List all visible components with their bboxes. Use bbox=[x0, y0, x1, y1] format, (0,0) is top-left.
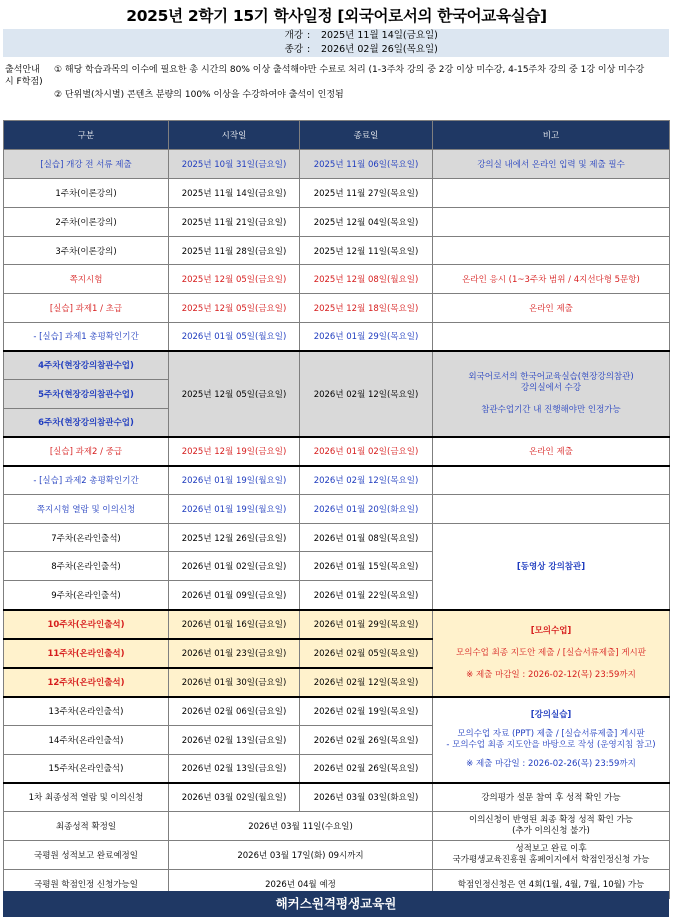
row-start: 2026년 01월 05일(월요일) bbox=[169, 323, 300, 351]
table-row bbox=[4, 783, 670, 812]
row-start: 2025년 12월 26일(금요일) bbox=[169, 524, 300, 552]
row-category: 쪽지시험 열람 및 이의신청 bbox=[4, 495, 169, 524]
row-end: 2026년 02월 19일(목요일) bbox=[300, 697, 433, 726]
table-row bbox=[4, 208, 670, 237]
row-end: 2026년 01월 29일(목요일) bbox=[300, 323, 433, 351]
open-date: 2025년 11월 14일(금요일) bbox=[321, 30, 438, 41]
row-note: 학점인정신청은 연 4회(1월, 4월, 7월, 10월) 가능 bbox=[433, 870, 670, 899]
row-start: 2026년 02월 13일(금요일) bbox=[169, 755, 300, 783]
notice-item-1: ① 해당 학습과목의 이수에 필요한 총 시간의 80% 이상 출석해야만 수료로 처리 (1-3주차 강의 중 2강 이상 미수강, 4-15주차 강의 중 1강 이상 미수강 bbox=[54, 65, 645, 75]
row-end: 2025년 11월 06일(목요일) bbox=[300, 150, 433, 179]
row-category: 최종성적 확정일 bbox=[4, 812, 169, 841]
row-end: 2026년 01월 02일(금요일) bbox=[300, 437, 433, 466]
lecture-practice-note-line-1: [강의실습] bbox=[530, 709, 572, 720]
row-end: 2026년 02월 12일(목요일) bbox=[300, 466, 433, 495]
row-end: 2026년 02월 26일(목요일) bbox=[300, 726, 433, 755]
table-row bbox=[4, 150, 670, 179]
row-category: 3주차(이론강의) bbox=[4, 237, 169, 265]
observation-end: 2026년 02월 12일(목요일) bbox=[300, 351, 433, 437]
row-category: 9주차(온라인출석) bbox=[4, 581, 169, 610]
row-category: - [실습] 과제1 총평확인기간 bbox=[4, 323, 169, 351]
row-end: 2026년 01월 29일(목요일) bbox=[300, 610, 433, 639]
header-end: 종료일 bbox=[300, 121, 433, 150]
table-row bbox=[4, 466, 670, 495]
row-end: 2026년 02월 26일(목요일) bbox=[300, 755, 433, 783]
table-row bbox=[4, 610, 670, 639]
table-row bbox=[4, 323, 670, 351]
table-row bbox=[4, 812, 670, 841]
table-row bbox=[4, 237, 670, 265]
observation-note-line-2: 강의실에서 수강 bbox=[520, 382, 582, 393]
notice-item-2: ② 단위별(차시별) 콘텐츠 분량의 100% 이상을 수강하여야 출석이 인정됨 bbox=[54, 90, 344, 100]
row-start: 2026년 01월 30일(금요일) bbox=[169, 668, 300, 697]
row-start: 2026년 01월 19일(월요일) bbox=[169, 495, 300, 524]
row-start: 2025년 12월 19일(금요일) bbox=[169, 437, 300, 466]
notice-heading: 출석안내 시 F학점) bbox=[5, 65, 43, 87]
row-end: 2026년 01월 08일(목요일) bbox=[300, 524, 433, 552]
row-category: 8주차(온라인출석) bbox=[4, 552, 169, 581]
table-header-row bbox=[4, 121, 670, 150]
table-row bbox=[4, 697, 670, 726]
row-category: 11주차(온라인출석) bbox=[4, 639, 169, 668]
header-start: 시작일 bbox=[169, 121, 300, 150]
row-note: 온라인 응시 (1~3주차 범위 / 4지선다형 5문항) bbox=[433, 265, 670, 294]
table-row bbox=[4, 294, 670, 323]
row-category: [실습] 과제1 / 초급 bbox=[4, 294, 169, 323]
lecture-practice-note-line-4: ※ 제출 마감일 : 2026-02-26(목) 23:59까지 bbox=[466, 758, 636, 769]
row-category: 쪽지시험 bbox=[4, 265, 169, 294]
row-start: 2025년 10월 31일(금요일) bbox=[169, 150, 300, 179]
table-row bbox=[4, 179, 670, 208]
row-date: 2026년 03월 17일(화) 09시까지 bbox=[169, 841, 433, 870]
row-category: 7주차(온라인출석) bbox=[4, 524, 169, 552]
row-end: 2025년 12월 18일(목요일) bbox=[300, 294, 433, 323]
row-category: 국평원 학점인정 신청가능일 bbox=[4, 870, 169, 899]
table-row bbox=[4, 841, 670, 870]
observation-note-line-1: 외국어로서의 한국어교육실습(현장강의참관) bbox=[468, 371, 634, 382]
row-end: 2026년 02월 05일(목요일) bbox=[300, 639, 433, 668]
lecture-practice-note-line-2: 모의수업 자료 (PPT) 제출 / [실습서류제출] 게시판 bbox=[457, 728, 645, 739]
row-end: 2025년 12월 04일(목요일) bbox=[300, 208, 433, 237]
open-label: 개강 bbox=[284, 30, 303, 41]
lecture-practice-note bbox=[433, 697, 670, 783]
row-category: [실습] 개강 전 서류 제출 bbox=[4, 150, 169, 179]
mock-class-note-line-1: [모의수업] bbox=[530, 625, 572, 636]
row-start: 2025년 11월 14일(금요일) bbox=[169, 179, 300, 208]
row-start: 2025년 12월 05일(금요일) bbox=[169, 265, 300, 294]
close-date: 2026년 02월 26일(목요일) bbox=[321, 44, 438, 55]
row-note-line-1: 이의신청이 반영된 최종 확정 성적 확인 가능 bbox=[468, 815, 633, 825]
row-category: 12주차(온라인출석) bbox=[4, 668, 169, 697]
close-date-row bbox=[3, 43, 669, 57]
row-note bbox=[433, 812, 670, 841]
row-category: 5주차(현장강의참관수업) bbox=[4, 380, 169, 409]
row-start: 2026년 03월 02일(월요일) bbox=[169, 783, 300, 812]
institution-footer: 해커스원격평생교육원 bbox=[3, 891, 669, 917]
row-category: 10주차(온라인출석) bbox=[4, 610, 169, 639]
table-row bbox=[4, 351, 670, 380]
row-note: 온라인 제출 bbox=[433, 294, 670, 323]
row-category: 1주차(이론강의) bbox=[4, 179, 169, 208]
row-note: 강의평가 설문 참여 후 성적 확인 가능 bbox=[433, 783, 670, 812]
row-note bbox=[433, 323, 670, 351]
row-note: 온라인 제출 bbox=[433, 437, 670, 466]
row-category: 14주차(온라인출석) bbox=[4, 726, 169, 755]
row-category: - [실습] 과제2 총평확인기간 bbox=[4, 466, 169, 495]
table-row bbox=[4, 524, 670, 552]
close-label: 종강 bbox=[284, 44, 303, 55]
row-note bbox=[433, 466, 670, 495]
row-end: 2025년 12월 11일(목요일) bbox=[300, 237, 433, 265]
mock-class-note-line-3: ※ 제출 마감일 : 2026-02-12(목) 23:59까지 bbox=[466, 669, 636, 680]
row-start: 2025년 12월 05일(금요일) bbox=[169, 294, 300, 323]
observation-note-line-3: 참관수업기간 내 진행해야만 인정가능 bbox=[481, 404, 621, 415]
row-date: 2026년 03월 11일(수요일) bbox=[169, 812, 433, 841]
row-start: 2026년 01월 16일(금요일) bbox=[169, 610, 300, 639]
lecture-practice-note-line-3: - 모의수업 최종 지도안을 바탕으로 작성 (운영지침 참고) bbox=[446, 739, 656, 750]
term-dates bbox=[3, 29, 669, 57]
table-row bbox=[4, 265, 670, 294]
observation-note bbox=[433, 351, 670, 437]
row-category: 6주차(현장강의참관수업) bbox=[4, 409, 169, 437]
row-note bbox=[433, 179, 670, 208]
row-end: 2026년 01월 22일(목요일) bbox=[300, 581, 433, 610]
row-start: 2025년 11월 21일(금요일) bbox=[169, 208, 300, 237]
row-note bbox=[433, 841, 670, 870]
row-start: 2026년 01월 02일(금요일) bbox=[169, 552, 300, 581]
row-category: 13주차(온라인출석) bbox=[4, 697, 169, 726]
row-note-line-1: 성적보고 완료 이후 bbox=[515, 844, 587, 854]
row-category: 15주차(온라인출석) bbox=[4, 755, 169, 783]
mock-class-note-line-2: 모의수업 최종 지도안 제출 / [실습서류제출] 게시판 bbox=[456, 647, 646, 658]
row-note-line-2: (추가 이의신청 불가) bbox=[512, 826, 590, 836]
row-start: 2026년 01월 23일(금요일) bbox=[169, 639, 300, 668]
row-start: 2025년 11월 28일(금요일) bbox=[169, 237, 300, 265]
row-note-line-2: 국가평생교육진흥원 홈페이지에서 학점인정신청 가능 bbox=[452, 855, 650, 865]
row-note: 강의실 내에서 온라인 입력 및 제출 필수 bbox=[433, 150, 670, 179]
row-start: 2026년 02월 13일(금요일) bbox=[169, 726, 300, 755]
row-end: 2026년 01월 20일(화요일) bbox=[300, 495, 433, 524]
header-note: 비고 bbox=[433, 121, 670, 150]
page-title: 2025년 2학기 15기 학사일정 [외국어로서의 한국어교육실습] bbox=[126, 7, 547, 25]
row-end: 2025년 11월 27일(목요일) bbox=[300, 179, 433, 208]
mock-class-note bbox=[433, 610, 670, 697]
schedule-table bbox=[3, 120, 670, 899]
row-category: 국평원 성적보고 완료예정일 bbox=[4, 841, 169, 870]
row-category: [실습] 과제2 / 중급 bbox=[4, 437, 169, 466]
row-category: 1차 최종성적 열람 및 이의신청 bbox=[4, 783, 169, 812]
row-note bbox=[433, 208, 670, 237]
row-start: 2026년 01월 09일(금요일) bbox=[169, 581, 300, 610]
observation-start: 2025년 12월 05일(금요일) bbox=[169, 351, 300, 437]
row-start: 2026년 02월 06일(금요일) bbox=[169, 697, 300, 726]
row-end: 2026년 02월 12일(목요일) bbox=[300, 668, 433, 697]
row-date: 2026년 04월 예정 bbox=[169, 870, 433, 899]
row-end: 2025년 12월 08일(월요일) bbox=[300, 265, 433, 294]
row-end: 2026년 01월 15일(목요일) bbox=[300, 552, 433, 581]
video-observation-note: [동영상 강의참관] bbox=[433, 524, 670, 610]
header-category: 구분 bbox=[4, 121, 169, 150]
open-separator: : bbox=[307, 30, 311, 41]
row-category: 2주차(이론강의) bbox=[4, 208, 169, 237]
open-date-row bbox=[3, 29, 669, 43]
row-end: 2026년 03월 03일(화요일) bbox=[300, 783, 433, 812]
row-category: 4주차(현장강의참관수업) bbox=[4, 351, 169, 380]
table-row bbox=[4, 437, 670, 466]
row-note bbox=[433, 495, 670, 524]
close-separator: : bbox=[307, 44, 311, 55]
row-start: 2026년 01월 19일(월요일) bbox=[169, 466, 300, 495]
row-note bbox=[433, 237, 670, 265]
table-row bbox=[4, 495, 670, 524]
